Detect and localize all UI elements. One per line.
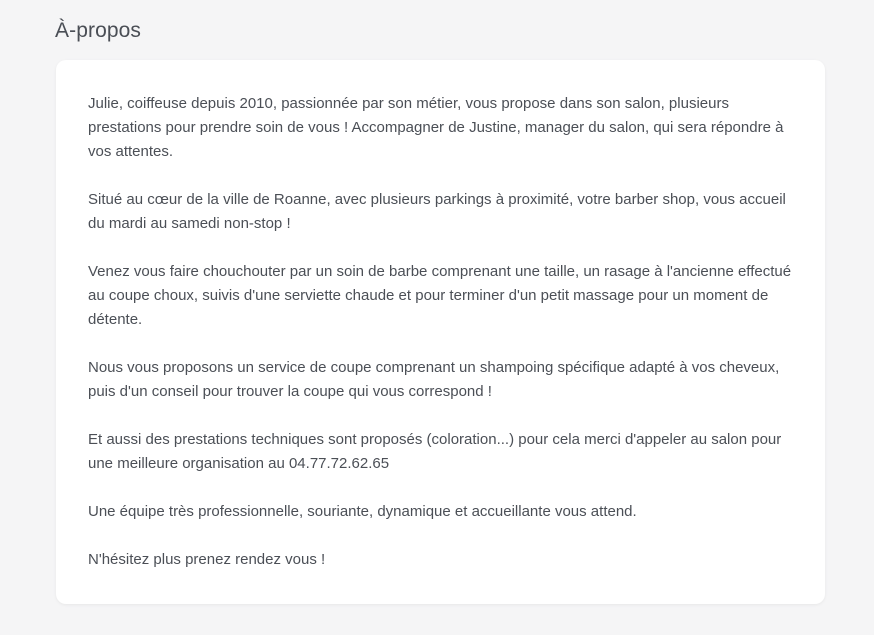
about-card bbox=[56, 60, 825, 604]
about-text: Julie, coiffeuse depuis 2010, passionnée par son métier, vous propose dans son salon, plusieurs prestations pour prendre soin de vous ! Accompagner de Justine, manager du salon, qui sera répondre à vos attentes. Situé au cœur de la ville de Roanne, avec plusieurs parkings à proximité, votre barber shop, vous accueil du mardi au samedi non-stop ! Venez vous faire chouchouter par un soin de barbe comprenant une taille, un rasage à l'ancienne effectué au coupe choux, suivis d'une serviette chaude et pour terminer d'un petit massage pour un moment de détente. Nous vous proposons un service de coupe comprenant un shampoing spécifique adapté à vos cheveux, puis d'un conseil pour trouver la coupe qui vous correspond ! Et aussi des prestations techniques sont proposés (coloration...) pour cela merci d'appeler au salon pour une meilleure organisation au 04.77.72.62.65 Une équipe très professionnelle, souriante, dynamique et accueillante vous attend. N'hésitez plus prenez rendez vous ! bbox=[88, 95, 792, 568]
section-title: À-propos bbox=[55, 19, 142, 42]
